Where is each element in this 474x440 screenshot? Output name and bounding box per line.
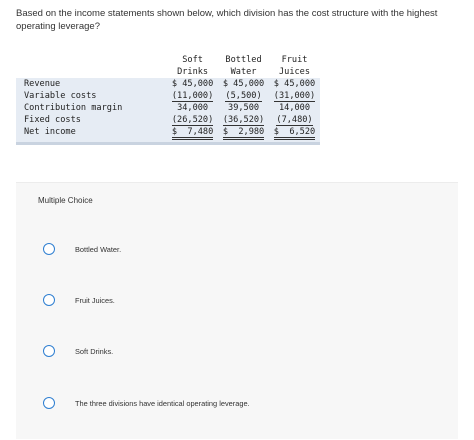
table-header-row-2: [16, 66, 320, 78]
table-row-contribution-margin: [16, 102, 320, 114]
row-label: Revenue: [16, 78, 167, 90]
cell-value: $ 45,000: [167, 78, 218, 90]
table-row-revenue: [16, 78, 320, 90]
cell-value: $ 45,000: [269, 78, 320, 90]
row-label: Fixed costs: [16, 114, 167, 126]
cell-value: 39,500: [218, 102, 269, 114]
income-statement-table: [16, 54, 320, 145]
radio-button[interactable]: [43, 294, 55, 306]
option-label: Bottled Water.: [75, 244, 122, 254]
cell-value: $ 7,480: [167, 126, 218, 138]
header-fruit-juices-line2: Juices: [278, 67, 311, 77]
table-header-row-1: [16, 54, 320, 66]
option-label: Soft Drinks.: [75, 346, 114, 356]
header-bottled-water-line1: Bottled: [225, 55, 262, 65]
radio-button[interactable]: [43, 345, 55, 357]
cell-value: 14,000: [269, 102, 320, 114]
cell-value: (36,520): [218, 114, 269, 126]
cell-value: 34,000: [167, 102, 218, 114]
question-text: Based on the income statements shown below, which division has the cost structure with the highest operating leverage?: [16, 8, 438, 32]
header-soft-drinks-line2: Drinks: [177, 67, 209, 77]
cell-value: $ 6,520: [269, 126, 320, 138]
radio-button[interactable]: [43, 397, 55, 409]
option-label: Fruit Juices.: [75, 295, 115, 305]
multiple-choice-panel: [16, 182, 458, 439]
header-bottled-water-line2: Water: [230, 67, 257, 77]
cell-value: (7,480): [269, 114, 320, 126]
table-row-variable-costs: [16, 90, 320, 102]
option-label: The three divisions have identical operating leverage.: [75, 398, 250, 408]
table-row-fixed-costs: [16, 114, 320, 126]
cell-value: (26,520): [167, 114, 218, 126]
row-label: Variable costs: [16, 90, 167, 102]
multiple-choice-title: Multiple Choice: [38, 196, 93, 205]
option-soft-drinks[interactable]: [43, 345, 113, 357]
table-bottom-rule: [16, 142, 320, 145]
cell-value: $ 2,980: [218, 126, 269, 138]
row-label: Net income: [16, 126, 167, 138]
option-fruit-juices[interactable]: [43, 294, 115, 306]
cell-value: (11,000): [167, 90, 218, 102]
header-fruit-juices-line1: Fruit: [281, 55, 308, 65]
option-identical-leverage[interactable]: [43, 397, 250, 409]
option-bottled-water[interactable]: [43, 243, 121, 255]
header-soft-drinks-line1: Soft: [182, 55, 203, 65]
table-row-net-income: [16, 126, 320, 138]
row-label: Contribution margin: [16, 102, 167, 114]
cell-value: (5,500): [218, 90, 269, 102]
cell-value: (31,000): [269, 90, 320, 102]
radio-button[interactable]: [43, 243, 55, 255]
cell-value: $ 45,000: [218, 78, 269, 90]
